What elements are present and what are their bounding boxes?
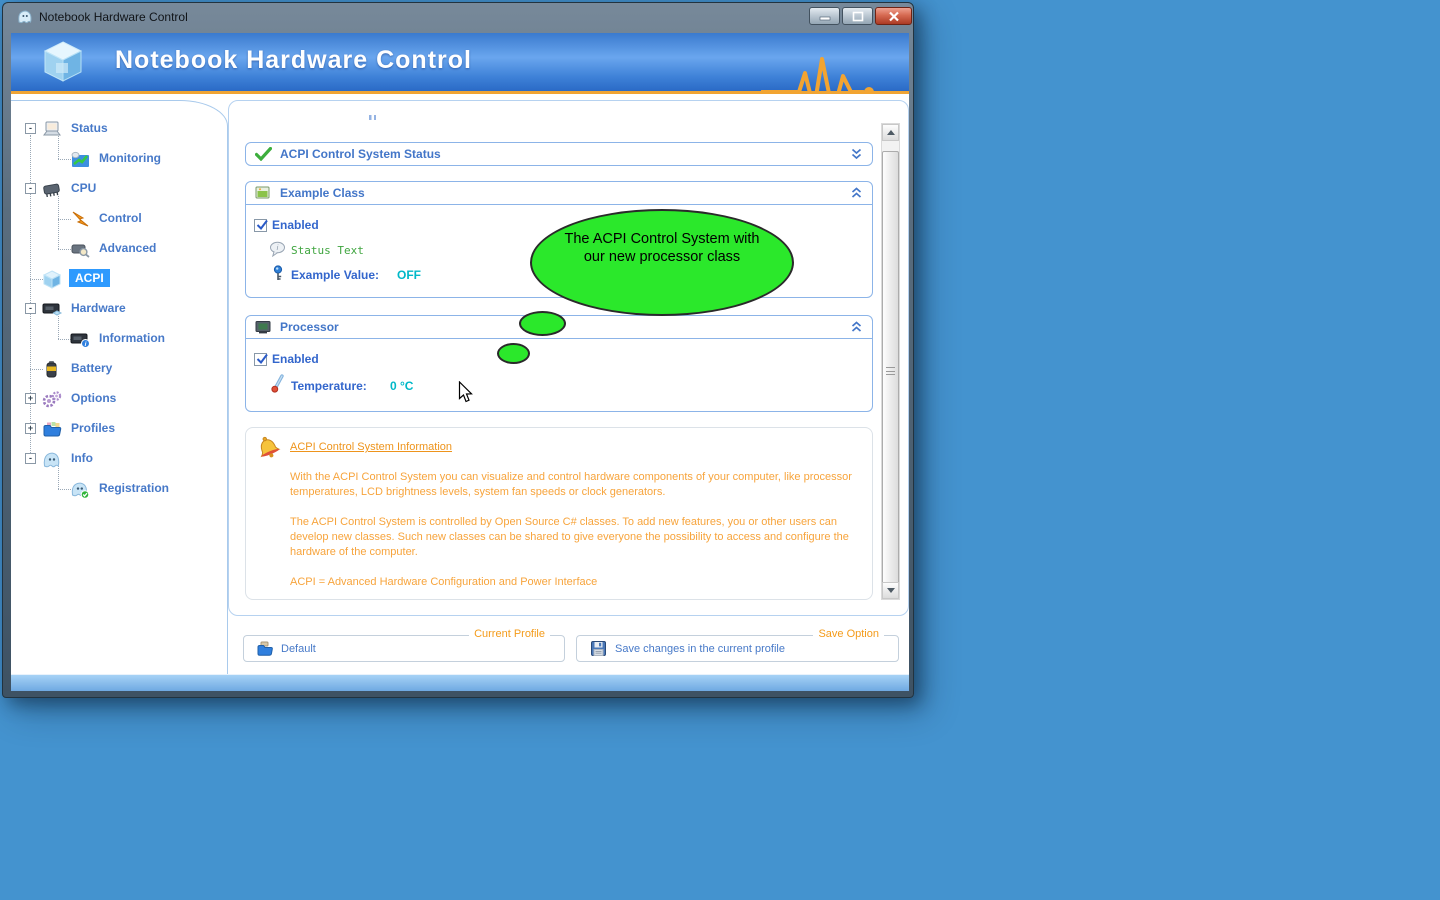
example-class-icon bbox=[255, 186, 271, 205]
section-title: ACPI Control System Status bbox=[280, 147, 441, 161]
callout-bubble-small bbox=[497, 343, 530, 364]
chevron-double-up-icon[interactable] bbox=[851, 321, 862, 339]
app-header-title: Notebook Hardware Control bbox=[115, 46, 472, 74]
sidebar-item-acpi[interactable]: ACPI bbox=[69, 269, 110, 287]
chevron-double-up-icon[interactable] bbox=[851, 187, 862, 205]
gears-icon bbox=[41, 390, 63, 409]
tree-connector bbox=[58, 196, 59, 249]
speech-bubble-icon bbox=[269, 241, 286, 262]
minimize-button[interactable] bbox=[809, 7, 840, 25]
battery-icon bbox=[41, 360, 63, 379]
sidebar-item-status[interactable]: Status bbox=[71, 121, 108, 135]
sidebar-item-profiles[interactable]: Profiles bbox=[71, 421, 116, 435]
bell-icon bbox=[254, 433, 282, 466]
sidebar-item-advanced[interactable]: Advanced bbox=[99, 241, 157, 255]
current-profile-legend: Current Profile bbox=[469, 628, 550, 640]
app-window bbox=[2, 2, 914, 698]
example-value: OFF bbox=[397, 268, 421, 282]
svg-text:i: i bbox=[84, 341, 87, 348]
expander-cpu[interactable]: - bbox=[25, 183, 36, 194]
window-status-bar bbox=[11, 674, 909, 691]
chip-info-icon bbox=[69, 330, 91, 349]
scrollbar-down-button[interactable] bbox=[882, 582, 899, 599]
monitoring-chart-icon bbox=[69, 150, 91, 169]
callout-bubble-mid bbox=[519, 311, 566, 336]
info-paragraph-2: The ACPI Control System is controlled by Open Source C# classes. To add new features, you or other users can develop new classes. Such new classes can be shared to give everyone the possibility to access and configure the hardware of the computer. bbox=[290, 516, 849, 558]
thermometer-icon bbox=[270, 374, 287, 398]
sidebar-item-control[interactable]: Control bbox=[99, 211, 142, 225]
sidebar-item-hardware[interactable]: Hardware bbox=[71, 301, 126, 315]
tree-connector bbox=[58, 316, 59, 339]
expander-profiles[interactable]: + bbox=[25, 423, 36, 434]
floppy-disk-icon bbox=[590, 640, 607, 662]
example-value-label: Example Value: bbox=[291, 268, 380, 282]
mouse-cursor-icon bbox=[458, 381, 474, 409]
content-scrollbar[interactable] bbox=[881, 123, 900, 600]
section-example-class-header[interactable] bbox=[246, 182, 872, 205]
sidebar-item-options[interactable]: Options bbox=[71, 391, 117, 405]
acpi-info-box bbox=[245, 427, 873, 600]
tree-connector bbox=[58, 136, 59, 159]
expander-status[interactable]: - bbox=[25, 123, 36, 134]
section-acpi-status[interactable] bbox=[245, 142, 873, 166]
sidebar-item-information[interactable]: Information bbox=[99, 331, 165, 345]
arrow-down-icon bbox=[887, 588, 895, 593]
profile-folder-icon bbox=[256, 641, 274, 662]
info-paragraph-1: With the ACPI Control System you can visualize and control hardware components of your computer, like processor temperatures, LCD brightness levels, system fan speeds or clock generators. bbox=[290, 471, 852, 498]
scrollbar-thumb[interactable] bbox=[882, 151, 899, 585]
ghost-check-icon bbox=[69, 480, 91, 499]
sidebar-item-registration[interactable]: Registration bbox=[99, 481, 170, 495]
scrollbar-up-button[interactable] bbox=[882, 124, 899, 141]
callout-bubble bbox=[530, 209, 794, 316]
example-class-enabled-checkbox[interactable] bbox=[254, 219, 267, 232]
current-profile-value[interactable]: Default bbox=[281, 643, 316, 655]
green-check-icon bbox=[255, 147, 272, 166]
enabled-label: Enabled bbox=[272, 352, 319, 366]
processor-icon bbox=[255, 320, 271, 339]
info-paragraph-3: ACPI = Advanced Hardware Configuration and Power Interface bbox=[290, 576, 598, 588]
window-title: Notebook Hardware Control bbox=[39, 10, 188, 24]
hardware-chip-icon bbox=[41, 300, 63, 319]
scrollbar-grip-icon bbox=[886, 367, 895, 375]
section-title: Example Class bbox=[280, 186, 365, 200]
nhc-cube-logo-icon bbox=[39, 39, 87, 90]
status-text: Status Text bbox=[291, 244, 364, 257]
save-option-legend: Save Option bbox=[813, 628, 884, 640]
processor-enabled-checkbox[interactable] bbox=[254, 353, 267, 366]
cpu-chip-icon bbox=[41, 180, 63, 199]
callout-text: The ACPI Control System with our new processor class bbox=[564, 231, 760, 265]
app-titlebar-icon bbox=[17, 9, 33, 29]
maximize-button[interactable] bbox=[842, 7, 873, 25]
clipped-scrolled-element bbox=[369, 115, 378, 120]
current-profile-group bbox=[243, 628, 565, 662]
close-button[interactable] bbox=[875, 7, 912, 25]
sidebar-item-monitoring[interactable]: Monitoring bbox=[99, 151, 161, 165]
save-option-value[interactable]: Save changes in the current profile bbox=[615, 643, 785, 655]
acpi-info-link[interactable]: ACPI Control System Information bbox=[290, 441, 453, 453]
expander-hardware[interactable]: - bbox=[25, 303, 36, 314]
sidebar-item-cpu[interactable]: CPU bbox=[71, 181, 97, 195]
save-option-group bbox=[576, 628, 899, 662]
svg-text:i: i bbox=[276, 243, 279, 253]
expander-options[interactable]: + bbox=[25, 393, 36, 404]
ice-cube-icon bbox=[41, 270, 63, 289]
chip-magnifier-icon bbox=[69, 240, 91, 259]
section-title: Processor bbox=[280, 320, 339, 334]
tree-connector bbox=[58, 466, 59, 489]
lightning-icon bbox=[69, 210, 91, 229]
chevron-double-down-icon[interactable] bbox=[851, 148, 862, 166]
ghost-icon bbox=[41, 450, 63, 469]
key-icon bbox=[272, 265, 284, 287]
sidebar-item-battery[interactable]: Battery bbox=[71, 361, 113, 375]
enabled-label: Enabled bbox=[272, 218, 319, 232]
laptop-icon bbox=[41, 120, 63, 139]
expander-info[interactable]: - bbox=[25, 453, 36, 464]
temperature-label: Temperature: bbox=[291, 379, 367, 393]
temperature-value: 0 °C bbox=[390, 379, 414, 393]
folder-profiles-icon bbox=[41, 420, 63, 439]
arrow-up-icon bbox=[887, 130, 895, 135]
sidebar-item-info[interactable]: Info bbox=[71, 451, 93, 465]
